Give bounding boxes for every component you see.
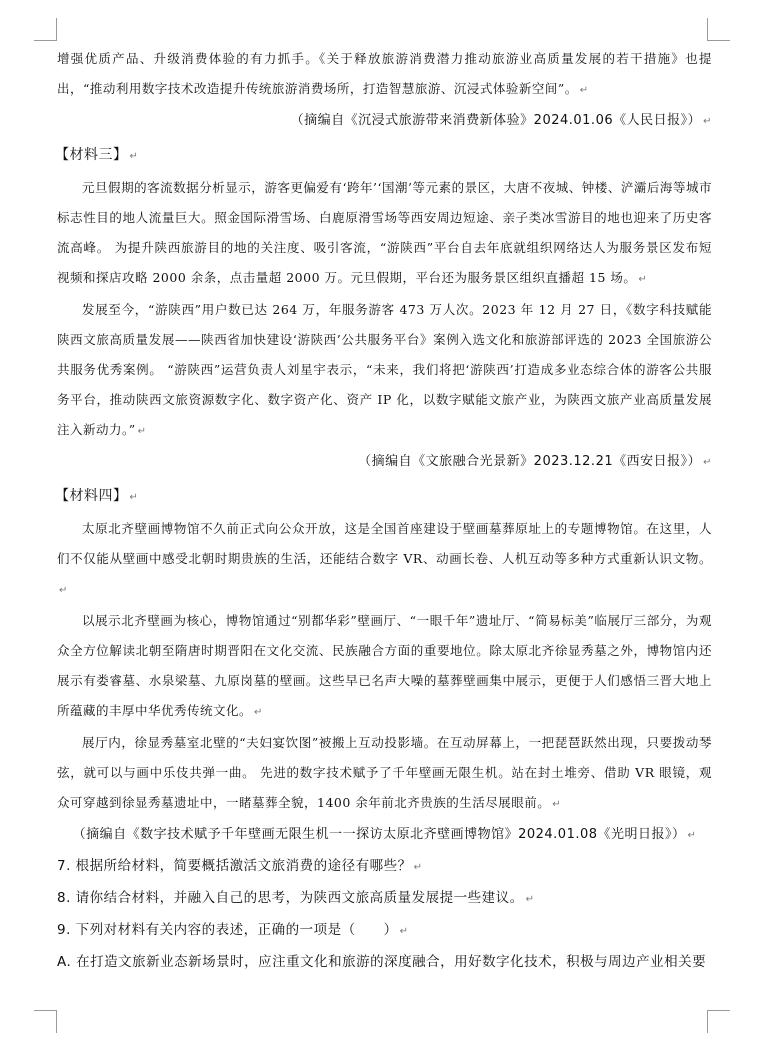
paragraph-mark-icon: ↵ bbox=[254, 707, 263, 718]
paragraph-mark-icon: ↵ bbox=[638, 274, 648, 285]
question-8: 8. 请你结合材料，并融入自己的思考，为陕西文旅高质量发展提一些建议。 ↵ bbox=[57, 890, 535, 906]
material-four-paragraph-2: 以展示北齐壁画为核心，博物馆通过“别都华彩”壁画厅、“一眼千年”遗址厅、“简易标美”临展厅三部分，为观众全方位解读北朝至隋唐时期晋阳在文化交流、民族融合方面的重要地位。除太原北齐徐显秀墓之外，博物馆内还展示有娄睿墓、水泉梁墓、九原岗墓的壁画。这些早已名声大噪的墓葬壁画集中展示，更便于人们感悟三晋大地上所蕴藏的丰厚中华优秀传统文化。 ↵ bbox=[57, 613, 712, 718]
material-four-heading: 【材料四】 ↵ bbox=[55, 488, 139, 504]
paragraph-mark-icon: ↵ bbox=[552, 799, 562, 810]
corner-mark-top-right bbox=[707, 18, 730, 41]
paragraph-mark-icon: ↵ bbox=[129, 151, 139, 162]
paragraph-mark-icon: ↵ bbox=[59, 585, 68, 596]
material-three-paragraph-2: 发展至今，“游陕西”用户数已达 264 万，年服务游客 473 万人次。2023 年 12 月 27 日，《数字科技赋能陕西文旅高质量发展——陕西省加快建设‘游陕西’公共服务平台》案例入选文化和旅游部评选的 2023 全国旅游公共服务优秀案例。 “游陕西”运营负责人刘星宇表示，“未来，我们将把‘游陕西’打造成多业态综合体的游客公共服务平台，推动陕西文旅资源数字化、数字资产化、资产 IP 化，以数字赋能文旅产业，为陕西文旅产业高质量发展注入新动力。” ↵ bbox=[57, 302, 712, 437]
material-four-paragraph-3: 展厅内，徐显秀墓室北壁的“夫妇宴饮图”被搬上互动投影墙。在互动屏幕上，一把琵琶跃然出现，只要拨动琴弦，就可以与画中乐伎共弹一曲。 先进的数字技术赋予了千年壁画无限生机。站在封土堆旁、借助 VR 眼镜，观众可穿越到徐显秀墓遗址中，一睹墓葬全貌，1400 余年前北齐贵族的生活尽展眼前。 ↵ bbox=[57, 735, 712, 810]
paragraph-mark-icon: ↵ bbox=[137, 426, 147, 437]
corner-mark-bottom-left bbox=[34, 1010, 57, 1033]
question-9-option-a: A. 在打造文旅新业态新场景时，应注重文化和旅游的深度融合，用好数字化技术，积极与周边产业相关要 bbox=[57, 954, 707, 970]
corner-mark-top-left bbox=[34, 18, 57, 41]
source-citation-1: （摘编自《沉浸式旅游带来消费新体验》2024.01.06《人民日报》） ↵ bbox=[290, 113, 712, 128]
material-three-paragraph-1: 元旦假期的客流数据分析显示，游客更偏爱有‘跨年’‘国潮’等元素的景区，大唐不夜城、钟楼、浐灞后海等城市标志性目的地人流量巨大。照金国际滑雪场、白鹿原滑雪场等西安周边短途、亲子类冰雪游目的地也迎来了历史客流高峰。 为提升陕西旅游目的地的关注度、吸引客流，“游陕西”平台自去年底就组织网络达人为服务景区发布短视频和探店攻略 2000 余条，点击量超 2000 万。元旦假期，平台还为服务景区组织直播超 15 场。 ↵ bbox=[57, 180, 712, 285]
paragraph-mark-icon: ↵ bbox=[579, 85, 589, 96]
material-three-heading: 【材料三】 ↵ bbox=[55, 147, 139, 163]
paragraph-mark-icon: ↵ bbox=[399, 926, 409, 937]
paragraph-mark-icon: ↵ bbox=[687, 830, 697, 841]
question-7: 7. 根据所给材料，简要概括激活文旅消费的途径有哪些？ ↵ bbox=[57, 858, 423, 874]
intro-paragraph: 增强优质产品、升级消费体验的有力抓手。《关于释放旅游消费潜力推动旅游业高质量发展的若干措施》也提出，“推动利用数字技术改造提升传统旅游消费场所，打造智慧旅游、沉浸式体验新空间”。 ↵ bbox=[57, 51, 712, 96]
material-four-paragraph-1: 太原北齐壁画博物馆不久前正式向公众开放，这是全国首座建设于壁画墓葬原址上的专题博物馆。在这里，人们不仅能从壁画中感受北朝时期贵族的生活，还能结合数字 VR、动画长卷、人机互动等多种方式重新认识文物。↵ bbox=[57, 521, 712, 596]
question-9: 9. 下列对材料有关内容的表述，正确的一项是（ ） ↵ bbox=[57, 922, 409, 938]
paragraph-mark-icon: ↵ bbox=[525, 894, 535, 905]
source-citation-2: （摘编自《文旅融合光景新》2023.12.21《西安日报》） ↵ bbox=[358, 454, 712, 469]
corner-mark-bottom-right bbox=[707, 1010, 730, 1033]
document-page bbox=[57, 44, 712, 977]
paragraph-mark-icon: ↵ bbox=[703, 457, 712, 468]
source-citation-3: （摘编自《数字技术赋予千年壁画无限生机一一探访太原北齐壁画博物馆》2024.01.08《光明日报》） ↵ bbox=[72, 827, 697, 842]
paragraph-mark-icon: ↵ bbox=[129, 492, 139, 503]
paragraph-mark-icon: ↵ bbox=[703, 116, 712, 127]
paragraph-mark-icon: ↵ bbox=[413, 862, 423, 873]
